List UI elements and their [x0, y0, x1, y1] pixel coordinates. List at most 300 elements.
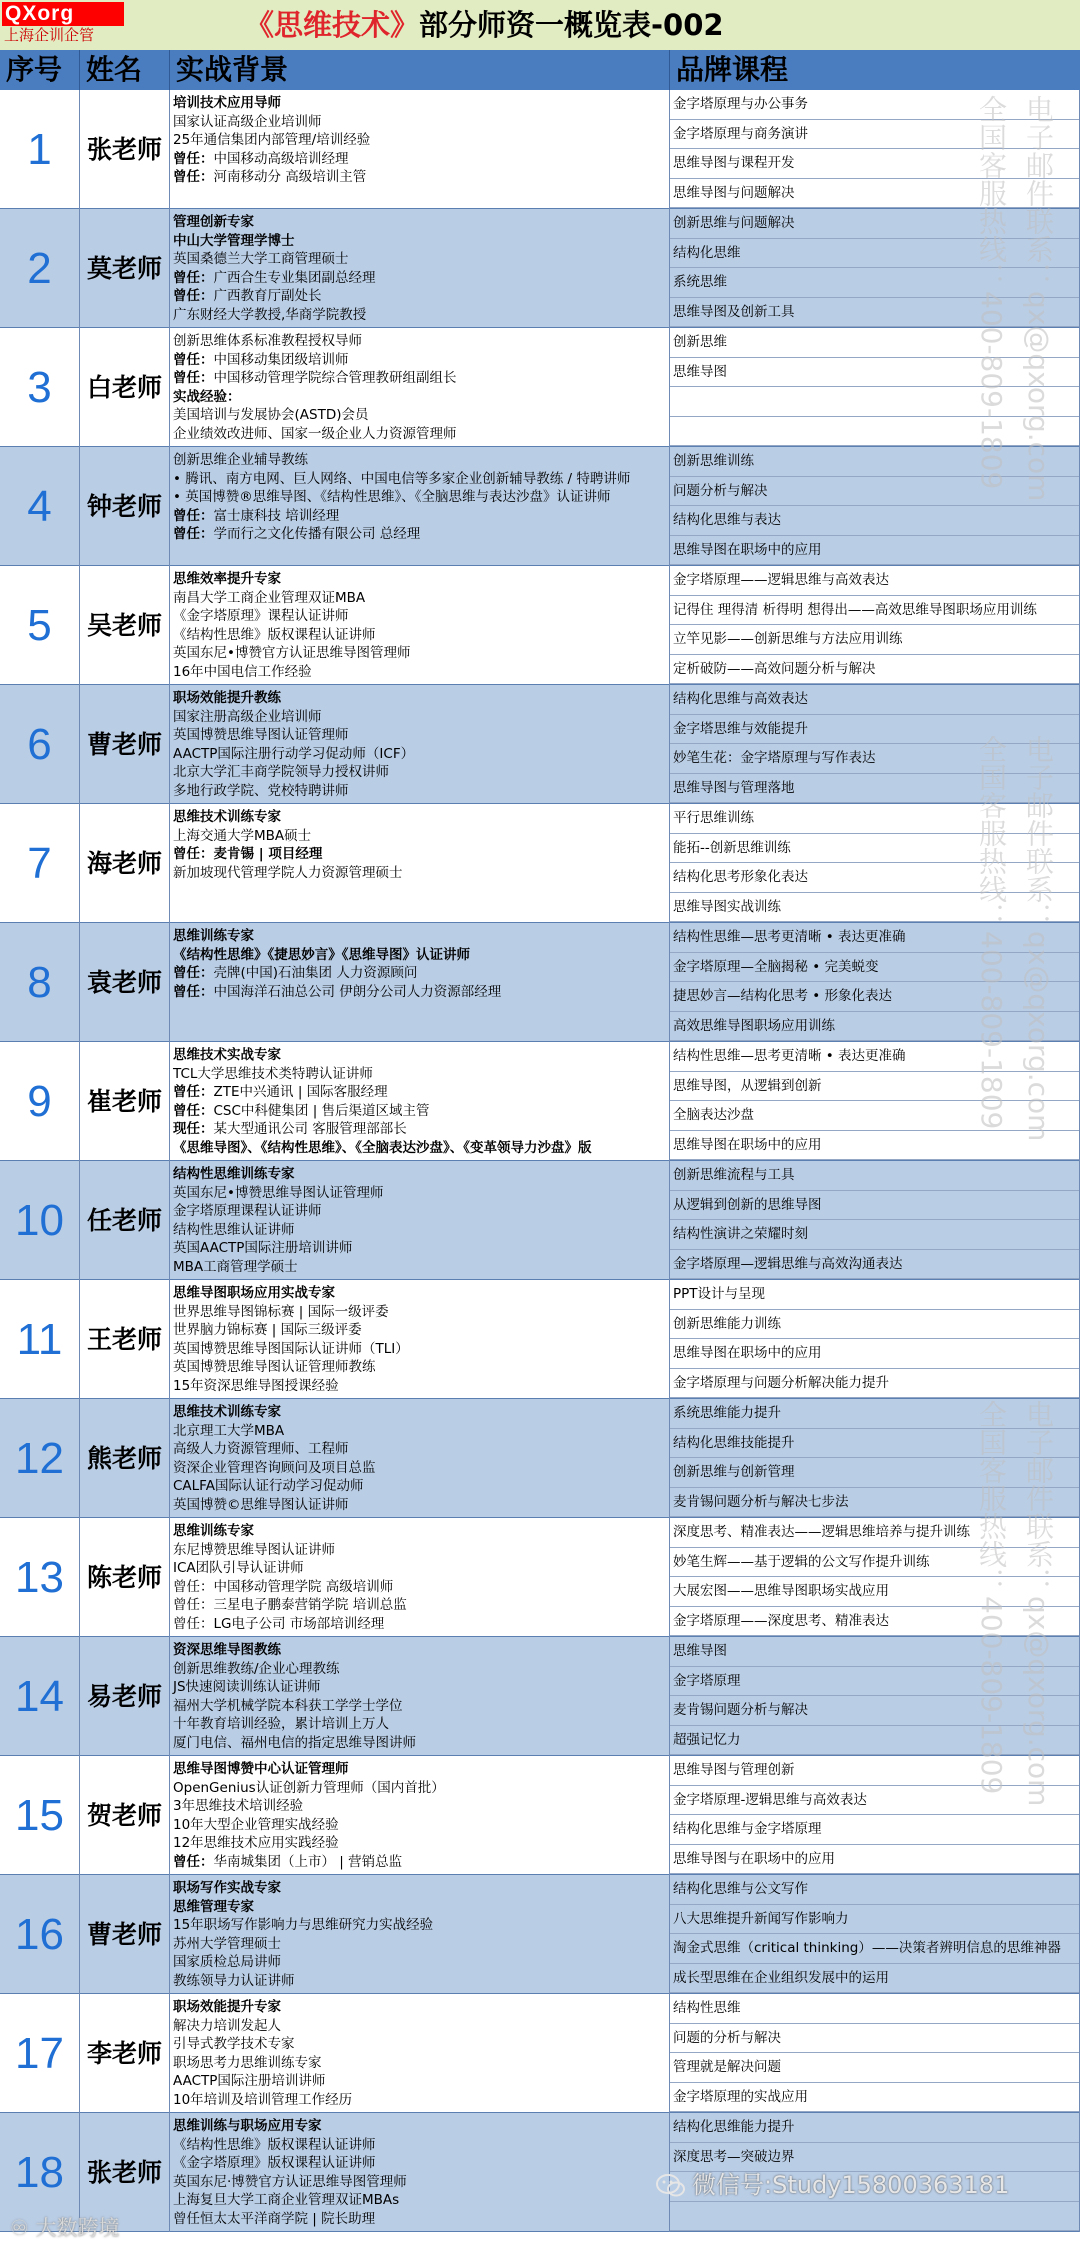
background-line	[173, 1046, 669, 1065]
teacher-name-cell	[80, 447, 170, 566]
background-line-prefix: 曾任：	[173, 846, 214, 862]
teacher-name: 崔老师	[86, 1087, 162, 1116]
background-cell	[170, 2113, 670, 2232]
background-line-text: AACTP国际注册培训讲师	[173, 2073, 326, 2089]
wechat-id: 微信号:Study15800363181	[692, 2171, 1010, 2199]
teacher-name-cell	[80, 328, 170, 447]
background-line-text: 企业绩效改进师、国家一级企业人力资源管理师	[173, 425, 457, 442]
background-line-text: 英国东尼·博赞官方认证思维导图管理师	[173, 2173, 407, 2190]
background-line	[173, 626, 669, 645]
background-line	[173, 1120, 669, 1139]
table-row	[0, 328, 1080, 447]
background-line-text: JS快速阅读训练认证讲师	[173, 1679, 321, 1695]
background-line	[173, 406, 669, 425]
course-item: 超强记忆力	[670, 1726, 1079, 1756]
background-line-text: 创新思维教练/企业心理教练	[173, 1660, 340, 1677]
teacher-name: 袁老师	[86, 968, 162, 997]
background-line	[173, 983, 669, 1002]
background-line	[173, 708, 669, 727]
course-item: 金字塔原理	[670, 1667, 1079, 1697]
background-line	[173, 1202, 669, 1221]
platform-watermark	[10, 2216, 120, 2240]
background-line-text: 思维技术实战专家	[173, 1047, 281, 1063]
teacher-name-cell	[80, 566, 170, 685]
course-item: 八大思维提升新闻写作影响力	[670, 1905, 1079, 1935]
course-item: 结构性演讲之荣耀时刻	[670, 1220, 1079, 1250]
courses-cell	[670, 1994, 1080, 2113]
row-number: 17	[15, 2029, 64, 2078]
course-item: 金字塔原理与办公事务	[670, 90, 1079, 120]
background-line-text: 《结构性思维》版权课程认证讲师	[173, 2136, 376, 2153]
background-line	[173, 1522, 669, 1541]
background-line	[173, 1779, 669, 1798]
course-item: 立竿见影——创新思维与方法应用训练	[670, 625, 1079, 655]
background-line-text: CALFA国际认证行动学习促动师	[173, 1478, 364, 1494]
background-line	[173, 1916, 669, 1935]
course-item: 结构化思维	[670, 239, 1079, 269]
background-line	[173, 1816, 669, 1835]
background-line	[173, 1596, 669, 1615]
background-line	[173, 2210, 669, 2229]
table-row	[0, 1756, 1080, 1875]
table-header	[0, 50, 1080, 90]
course-item	[670, 387, 1079, 417]
course-item: 淘金式思维（critical thinking）——决策者辨明信息的思维神器	[670, 1934, 1079, 1964]
teacher-name-cell	[80, 923, 170, 1042]
background-line-text: 英国博赞思维导图认证管理师教练	[173, 1359, 376, 1375]
course-item: 思维导图，从逻辑到创新	[670, 1072, 1079, 1102]
teacher-name: 海老师	[86, 849, 162, 878]
background-line	[173, 1998, 669, 2017]
teacher-name: 贺老师	[86, 1801, 162, 1830]
teacher-name-cell	[80, 1756, 170, 1875]
background-line	[173, 2054, 669, 2073]
row-number-cell	[0, 1875, 80, 1994]
course-item: 成长型思维在企业组织发展中的运用	[670, 1964, 1079, 1994]
background-line	[173, 1953, 669, 1972]
background-line	[173, 306, 669, 325]
table-row	[0, 1042, 1080, 1161]
background-line	[173, 1403, 669, 1422]
background-line-text: 壳牌(中国)石油集团 人力资源顾问	[213, 965, 418, 981]
background-line-text: 中山大学管理学博士	[173, 232, 295, 249]
background-line-text: 中国移动高级培训经理	[213, 150, 349, 167]
logo-brand: QXorg	[2, 2, 124, 26]
table-row	[0, 1399, 1080, 1518]
course-item: 结构化思维与公文写作	[670, 1875, 1079, 1905]
table-row	[0, 1994, 1080, 2113]
background-line-text: 职场效能提升专家	[173, 1999, 281, 2015]
background-line-prefix: 曾任：	[173, 507, 214, 524]
background-line	[173, 1258, 669, 1277]
teacher-name-cell	[80, 209, 170, 328]
background-line	[173, 2035, 669, 2054]
courses-cell	[670, 804, 1080, 923]
course-item: 创新思维能力训练	[670, 1310, 1079, 1340]
background-line	[173, 1853, 669, 1872]
background-line-text: 英国博赞思维导图认证管理师	[173, 727, 349, 743]
background-line	[173, 1797, 669, 1816]
background-line-text: 中国移动集团级培训师	[213, 351, 349, 368]
watermark-hotline-2: 全国客服热线：400-809-1809	[975, 735, 1008, 1130]
teacher-name-cell	[80, 1161, 170, 1280]
course-item: 思维导图	[670, 1637, 1079, 1667]
watermark-hotline-3: 全国客服热线：400-809-1809	[975, 1400, 1008, 1795]
background-line-text: 解决力培训发起人	[173, 2017, 281, 2034]
background-line-text: 引导式教学技术专家	[173, 2036, 295, 2052]
background-line	[173, 332, 669, 351]
background-cell	[170, 685, 670, 804]
course-item: 结构性思维—思考更清晰 • 表达更准确	[670, 923, 1079, 953]
background-line-text: 曾任：三星电子鹏泰营销学院 培训总监	[173, 1597, 407, 1613]
background-line	[173, 1377, 669, 1396]
background-line-text: 广西教育厅副处长	[213, 288, 322, 304]
background-line	[173, 1221, 669, 1240]
course-item: 系统思维	[670, 268, 1079, 298]
teacher-name: 熊老师	[86, 1444, 162, 1473]
background-line-text: 世界思维导图锦标赛 | 国际一级评委	[173, 1303, 389, 1320]
background-line-text: 思维导图博赞中心认证管理师	[173, 1761, 349, 1777]
background-line-text: 资深企业管理咨询顾问及项目总监	[173, 1459, 376, 1476]
teacher-name: 曹老师	[86, 1920, 162, 1949]
background-line	[173, 745, 669, 764]
background-line-text: 结构性思维认证讲师	[173, 1221, 295, 1238]
row-number-cell	[0, 923, 80, 1042]
background-line-text: 管理创新专家	[173, 214, 254, 230]
col-header-no: 序号	[0, 50, 80, 90]
col-header-courses: 品牌课程	[676, 53, 789, 86]
background-line	[173, 726, 669, 745]
background-line-text: 25年通信集团内部管理/培训经验	[173, 132, 371, 148]
row-number-cell	[0, 2113, 80, 2232]
course-item: 金字塔原理——深度思考、精准表达	[670, 1607, 1079, 1637]
course-item: 创新思维流程与工具	[670, 1161, 1079, 1191]
course-item: 结构性思维—思考更清晰 • 表达更准确	[670, 1042, 1079, 1072]
background-line-text: 十年教育培训经验，累计培训上万人	[173, 1716, 389, 1732]
course-item	[670, 417, 1079, 447]
course-item: 创新思维训练	[670, 447, 1079, 477]
courses-cell	[670, 328, 1080, 447]
row-number: 1	[27, 125, 52, 174]
background-line	[173, 644, 669, 663]
background-line-text: 思维导图职场应用实战专家	[173, 1285, 335, 1301]
teacher-name-cell	[80, 1280, 170, 1399]
table-row	[0, 804, 1080, 923]
courses-cell	[670, 1161, 1080, 1280]
background-line-text: 曾任：中国移动管理学院 高级培训师	[173, 1578, 394, 1595]
background-line	[173, 2154, 669, 2173]
background-cell	[170, 1399, 670, 1518]
background-cell	[170, 1875, 670, 1994]
background-line	[173, 1559, 669, 1578]
row-number: 9	[27, 1077, 52, 1126]
background-cell	[170, 1042, 670, 1161]
background-line	[173, 1459, 669, 1478]
course-item: 深度思考—突破边界	[670, 2143, 1079, 2173]
wechat-icon	[656, 2174, 686, 2198]
background-line	[173, 1541, 669, 1560]
background-line-text: 英国东尼•博赞官方认证思维导图管理师	[173, 645, 411, 661]
background-line	[173, 1972, 669, 1991]
background-line	[173, 1321, 669, 1340]
course-item: 全脑表达沙盘	[670, 1101, 1079, 1131]
teacher-name-cell	[80, 1637, 170, 1756]
background-line	[173, 1578, 669, 1597]
background-line	[173, 2173, 669, 2192]
course-item: 问题分析与解决	[670, 477, 1079, 507]
background-line-text: 《结构性思维》版权课程认证讲师	[173, 626, 376, 643]
course-item: 结构化思维与高效表达	[670, 685, 1079, 715]
background-line-text: 职场效能提升教练	[173, 690, 281, 706]
courses-cell	[670, 1637, 1080, 1756]
courses-cell	[670, 685, 1080, 804]
course-item: 麦肯锡问题分析与解决	[670, 1696, 1079, 1726]
background-line-text: 结构性思维训练专家	[173, 1166, 295, 1182]
background-line	[173, 827, 669, 846]
company-logo	[2, 2, 124, 46]
teacher-name: 王老师	[86, 1325, 162, 1354]
table-row	[0, 566, 1080, 685]
background-line	[173, 168, 669, 187]
row-number: 8	[27, 958, 52, 1007]
course-item: 金字塔原理与问题分析解决能力提升	[670, 1369, 1079, 1399]
courses-cell	[670, 1756, 1080, 1875]
row-number-cell	[0, 1637, 80, 1756]
background-line	[173, 1139, 669, 1158]
course-item: 从逻辑到创新的思维导图	[670, 1191, 1079, 1221]
background-line	[173, 425, 669, 444]
background-cell	[170, 1161, 670, 1280]
teacher-name-cell	[80, 2113, 170, 2232]
table-row	[0, 1161, 1080, 1280]
background-line-text: MBA工商管理学硕士	[173, 1258, 298, 1275]
course-item: 金字塔原理的实战应用	[670, 2083, 1079, 2113]
course-item: 麦肯锡问题分析与解决七步法	[670, 1488, 1079, 1518]
background-cell	[170, 804, 670, 923]
row-number: 18	[15, 2148, 64, 2197]
background-line-text: 10年培训及培训管理工作经历	[173, 2091, 353, 2108]
background-line	[173, 689, 669, 708]
background-line-text: OpenGenius认证创新力管理师（国内首批）	[173, 1779, 445, 1796]
course-item: 深度思考、精准表达——逻辑思维培养与提升训练	[670, 1518, 1079, 1548]
row-number-cell	[0, 1161, 80, 1280]
row-number: 11	[16, 1315, 63, 1364]
course-item: 思维导图与管理落地	[670, 774, 1079, 804]
background-line	[173, 1615, 669, 1634]
background-line-text: AACTP国际注册行动学习促动师（ICF）	[173, 745, 415, 762]
background-line-text: 中国海洋石油总公司 伊朗分公司人力资源部经理	[213, 983, 502, 1000]
course-item: 思维导图与课程开发	[670, 149, 1079, 179]
background-line	[173, 150, 669, 169]
teacher-name-cell	[80, 685, 170, 804]
teacher-name-cell	[80, 90, 170, 209]
background-line-text: 思维技术训练专家	[173, 1404, 281, 1420]
course-item: PPT设计与呈现	[670, 1280, 1079, 1310]
background-line-prefix: 曾任：	[173, 288, 214, 304]
background-line	[173, 1834, 669, 1853]
background-line-text: 16年中国电信工作经验	[173, 663, 312, 680]
background-line	[173, 589, 669, 608]
background-line-text: 国家质检总局讲师	[173, 1954, 281, 1970]
row-number: 16	[15, 1910, 64, 1959]
background-line-text: 思维效率提升专家	[173, 571, 281, 587]
background-line-text: 金字塔原理课程认证讲师	[173, 1203, 322, 1219]
background-line-text: 《思维导图》、《结构性思维》、《全脑表达沙盘》、《变革领导力沙盘》版	[173, 1139, 592, 1156]
background-line	[173, 964, 669, 983]
table-row	[0, 685, 1080, 804]
row-number-cell	[0, 1399, 80, 1518]
background-line-text: 南昌大学工商企业管理双证MBA	[173, 589, 366, 606]
background-line	[173, 2072, 669, 2091]
course-item: 创新思维与创新管理	[670, 1458, 1079, 1488]
background-line	[173, 808, 669, 827]
background-line-text: 《金字塔原理》版权课程认证讲师	[173, 2155, 376, 2171]
row-number: 7	[27, 839, 52, 888]
background-line	[173, 369, 669, 388]
background-line	[173, 663, 669, 682]
background-line	[173, 1898, 669, 1917]
table-row	[0, 90, 1080, 209]
background-line-text: 资深思维导图教练	[173, 1642, 281, 1658]
background-line-text: 英国AACTP国际注册培训讲师	[173, 1240, 353, 1256]
row-number-cell	[0, 209, 80, 328]
background-line-prefix: 曾任：	[173, 1853, 214, 1870]
row-number: 5	[27, 601, 52, 650]
teacher-name-cell	[80, 1399, 170, 1518]
teacher-name: 易老师	[86, 1682, 162, 1711]
courses-cell	[670, 209, 1080, 328]
background-line-text: 麦肯锡 | 项目经理	[213, 846, 323, 862]
course-item: 高效思维导图职场应用训练	[670, 1012, 1079, 1042]
background-line	[173, 1358, 669, 1377]
teacher-name: 莫老师	[86, 254, 162, 283]
course-item: 管理就是解决问题	[670, 2053, 1079, 2083]
background-line	[173, 1697, 669, 1716]
background-line	[173, 388, 669, 407]
background-line-text: 国家注册高级企业培训师	[173, 708, 322, 725]
teacher-name: 钟老师	[86, 492, 162, 521]
background-cell	[170, 328, 670, 447]
background-line-text: ZTE中兴通讯 | 国际客服经理	[213, 1084, 388, 1100]
background-line	[173, 287, 669, 306]
background-line	[173, 1879, 669, 1898]
row-number: 15	[15, 1791, 64, 1840]
background-line-text: 富士康科技 培训经理	[213, 507, 340, 524]
course-item: 结构化思维技能提升	[670, 1429, 1079, 1459]
background-line	[173, 845, 669, 864]
background-line	[173, 488, 669, 507]
background-line-text: 培训技术应用导师	[173, 95, 281, 111]
background-cell	[170, 1280, 670, 1399]
wechat-watermark	[656, 2170, 1009, 2200]
background-cell	[170, 1637, 670, 1756]
background-line-prefix: 现任：	[173, 1121, 214, 1137]
background-line-prefix: 曾任：	[173, 1084, 214, 1100]
row-number-cell	[0, 1994, 80, 2113]
teacher-name: 任老师	[86, 1206, 162, 1235]
teacher-name-cell	[80, 1994, 170, 2113]
background-line-text: 曾任：LG电子公司 市场部培训经理	[173, 1615, 385, 1632]
header-bar	[0, 0, 1080, 50]
background-line	[173, 1660, 669, 1679]
teacher-name: 吴老师	[86, 611, 162, 640]
background-line	[173, 1935, 669, 1954]
course-item: 系统思维能力提升	[670, 1399, 1079, 1429]
row-number: 10	[15, 1196, 64, 1245]
watermark-email-1: 电子邮件联系：qx@qxorg.com	[1022, 95, 1055, 502]
page-title	[245, 7, 724, 43]
background-line	[173, 451, 669, 470]
background-line-text: 英国桑德兰大学工商管理硕士	[173, 251, 349, 267]
background-cell	[170, 1518, 670, 1637]
background-line	[173, 1477, 669, 1496]
course-item: 捷思妙言—结构化思考 • 形象化表达	[670, 982, 1079, 1012]
background-line-text: 多地行政学院、党校特聘讲师	[173, 782, 349, 799]
background-line	[173, 232, 669, 251]
course-item: 平行思维训练	[670, 804, 1079, 834]
course-item: 思维导图与管理创新	[670, 1756, 1079, 1786]
teacher-name: 白老师	[86, 373, 162, 402]
background-line	[173, 782, 669, 801]
teacher-name-cell	[80, 1042, 170, 1161]
background-line	[173, 250, 669, 269]
background-line-text: 10年大型企业管理实战经验	[173, 1816, 339, 1833]
courses-cell	[670, 1399, 1080, 1518]
teacher-name: 张老师	[86, 2158, 162, 2187]
background-line-text: 《金字塔原理》课程认证讲师	[173, 608, 349, 624]
watermark-email-3: 电子邮件联系：qx@qxorg.com	[1022, 1400, 1055, 1807]
background-line-text: 12年思维技术应用实践经验	[173, 1835, 339, 1851]
course-item: 结构性思维	[670, 1994, 1079, 2024]
teacher-name: 李老师	[86, 2039, 162, 2068]
background-line	[173, 507, 669, 526]
course-item: 思维导图在职场中的应用	[670, 1339, 1079, 1369]
teacher-name-cell	[80, 1875, 170, 1994]
background-line-text: CSC中科健集团 | 售后渠道区域主管	[213, 1102, 430, 1119]
row-number: 13	[15, 1553, 64, 1602]
col-header-name: 姓名	[80, 50, 170, 90]
background-line	[173, 1422, 669, 1441]
background-cell	[170, 447, 670, 566]
teacher-name-cell	[80, 804, 170, 923]
course-item: 妙笔生辉——基于逻辑的公文写作提升训练	[670, 1548, 1079, 1578]
background-line-text: 北京理工大学MBA	[173, 1422, 285, 1439]
background-line-text: 华南城集团（上市） | 营销总监	[213, 1853, 403, 1870]
courses-cell	[670, 1280, 1080, 1399]
background-line-text: 新加坡现代管理学院人力资源管理硕士	[173, 864, 403, 881]
background-line	[173, 213, 669, 232]
courses-cell	[670, 923, 1080, 1042]
course-item: 思维导图与问题解决	[670, 179, 1079, 209]
course-item: 思维导图实战训练	[670, 893, 1079, 923]
background-line	[173, 2091, 669, 2110]
background-line-text: ICA团队引导认证讲师	[173, 1560, 304, 1576]
background-line-text: TCL大学思维技术类特聘认证讲师	[173, 1065, 373, 1082]
background-line	[173, 607, 669, 626]
course-item: 问题的分析与解决	[670, 2024, 1079, 2054]
background-line-text: 思维训练专家	[173, 928, 254, 944]
background-line-prefix: 曾任：	[173, 983, 214, 1000]
row-number-cell	[0, 1756, 80, 1875]
background-line-text: 曾任恒太太平洋商学院 | 院长助理	[173, 2210, 376, 2227]
course-item: 思维导图在职场中的应用	[670, 536, 1079, 566]
course-item: 金字塔原理与商务演讲	[670, 120, 1079, 150]
background-line-text: 世界脑力锦标赛 | 国际三级评委	[173, 1322, 362, 1338]
teacher-name: 张老师	[86, 135, 162, 164]
background-line	[173, 470, 669, 489]
course-item: 思维导图及创新工具	[670, 298, 1079, 328]
row-number: 14	[15, 1672, 64, 1721]
